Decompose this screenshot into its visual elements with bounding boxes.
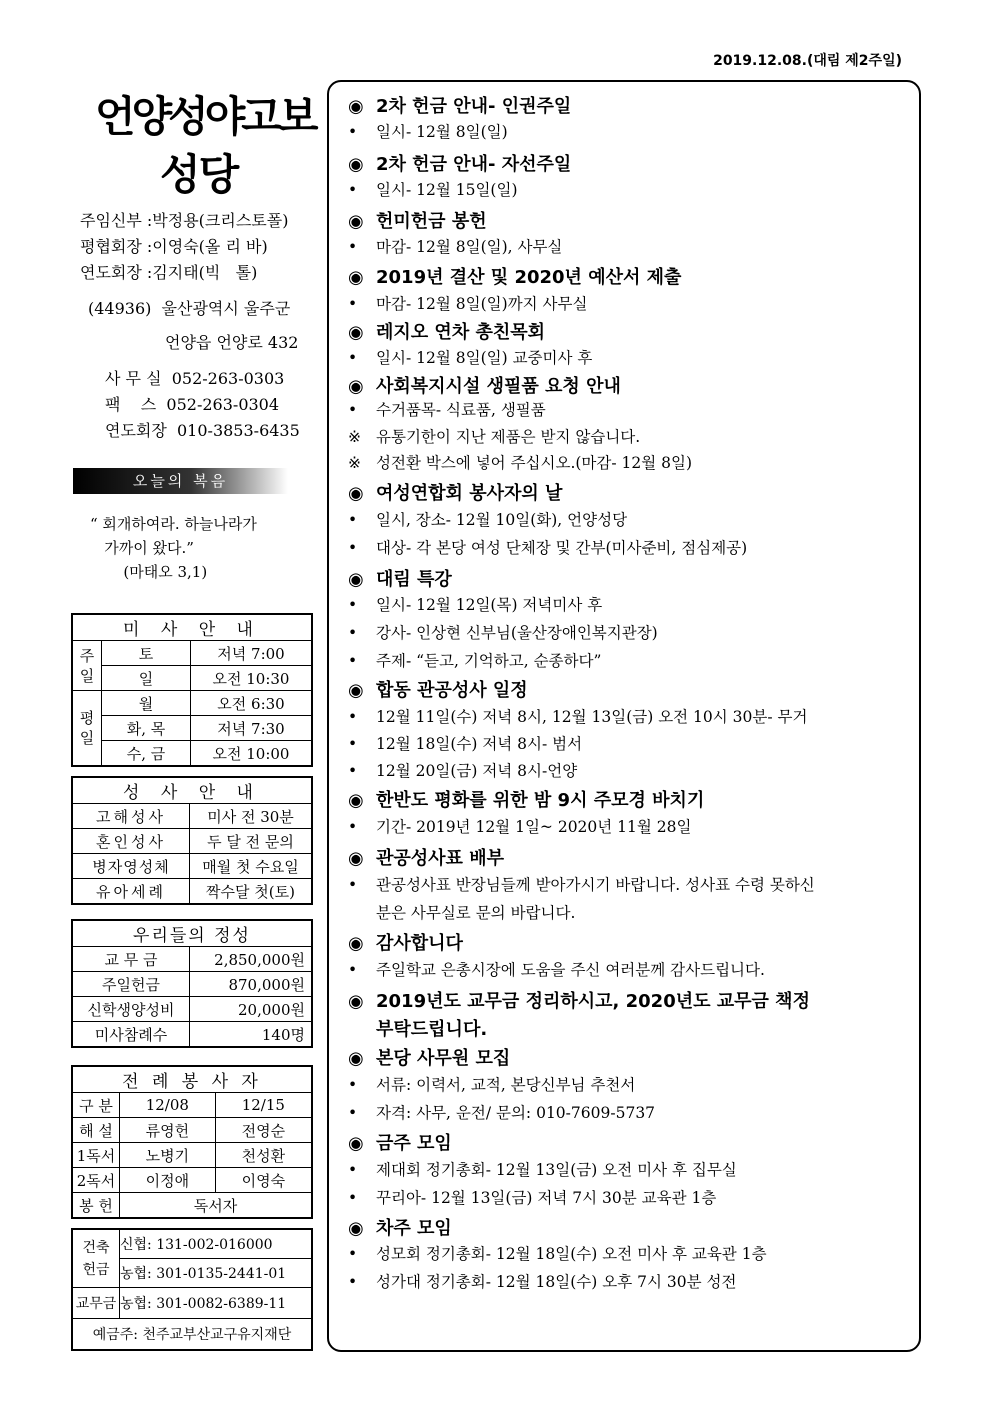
mass-title: 미 사 안 내 xyxy=(72,614,312,641)
address-line-2: 언양읍 언양로 432 xyxy=(165,333,299,352)
masthead-subtitle: 성당 xyxy=(160,150,238,199)
bullet-icon: • xyxy=(348,1273,358,1291)
mass-time: 저녁 7:00 xyxy=(191,641,313,666)
servers-role: 해 설 xyxy=(72,1118,120,1143)
sacrament-table xyxy=(71,776,313,905)
servers-name: 이영숙 xyxy=(215,1168,312,1193)
heading-mark-icon: ◉ xyxy=(348,790,364,811)
notice-bullet xyxy=(348,1242,767,1264)
mass-day: 화, 목 xyxy=(102,716,191,741)
sacrament-info: 미사 전 30분 xyxy=(190,804,313,829)
heading-mark-icon: ◉ xyxy=(348,211,364,232)
notice-bullet xyxy=(348,705,808,727)
heading-mark-icon: ◉ xyxy=(348,1048,364,1069)
notice-text: 유통기한이 지난 제품은 받지 않습니다. xyxy=(376,428,641,446)
notice-text: 주제- “듣고, 기억하고, 순종하다” xyxy=(376,652,602,670)
notice-text: 수거품목- 식료품, 생필품 xyxy=(376,401,546,419)
masthead-title: 언양성야고보 xyxy=(95,92,315,141)
offering-label: 신학생양성비 xyxy=(72,997,190,1022)
notice-heading xyxy=(348,479,562,505)
notice-text: 2차 헌금 안내- 자선주일 xyxy=(376,154,572,175)
servers-name: 독서자 xyxy=(120,1193,313,1219)
sacrament-name: 병자영성체 xyxy=(72,854,190,879)
notice-heading xyxy=(348,318,545,344)
heading-mark-icon: ◉ xyxy=(348,483,364,504)
notice-text: 여성연합회 봉사자의 날 xyxy=(376,483,563,504)
staff-prayer: 연도회장 :김지태(빅 톨) xyxy=(80,263,258,282)
notice-text: 기간- 2019년 12월 1일~ 2020년 11월 28일 xyxy=(376,818,692,836)
staff-pastor: 주임신부 :박정용(크리스토폴) xyxy=(80,211,289,230)
notice-text: 헌미헌금 봉헌 xyxy=(376,211,487,232)
notice-text: 일시- 12월 15일(일) xyxy=(376,181,518,199)
mass-group-sunday: 주 일 xyxy=(72,641,102,691)
notice-text: 강사- 인상현 신부님(울산장애인복지관장) xyxy=(376,624,658,642)
offering-label: 교 무 금 xyxy=(72,947,190,972)
bullet-icon: • xyxy=(348,539,358,557)
bullet-icon: • xyxy=(348,349,358,367)
staff-council: 평협회장 :이영숙(올 리 바) xyxy=(80,237,268,256)
heading-mark-icon: ◉ xyxy=(348,376,364,397)
mass-day: 월 xyxy=(102,691,191,716)
notice-text: 일시- 12월 8일(일) xyxy=(376,123,508,141)
address-line-1: (44936) 울산광역시 울주군 xyxy=(88,299,291,318)
notice-text: 자격: 사무, 운전/ 문의: 010-7609-5737 xyxy=(376,1104,656,1122)
notice-bullet xyxy=(348,1270,736,1292)
notice-bullet xyxy=(348,398,546,420)
servers-title: 전 례 봉 사 자 xyxy=(72,1066,312,1093)
sacrament-name: 혼인성사 xyxy=(72,829,190,854)
notice-text: 한반도 평화를 위한 밤 9시 주모경 바치기 xyxy=(376,790,705,811)
notice-heading xyxy=(348,1129,452,1155)
sacrament-name: 고해성사 xyxy=(72,804,190,829)
notice-text: 2019년도 교무금 정리하시고, 2020년도 교무금 책정 xyxy=(376,991,810,1012)
bullet-icon: • xyxy=(348,1076,358,1094)
notice-heading xyxy=(348,676,528,702)
servers-header: 12/08 xyxy=(120,1093,216,1118)
notice-bullet xyxy=(348,873,815,895)
notice-bullet xyxy=(348,346,592,368)
bullet-icon: • xyxy=(348,876,358,894)
servers-header: 구 분 xyxy=(72,1093,120,1118)
heading-mark-icon: ◉ xyxy=(348,680,364,701)
offering-value: 140명 xyxy=(190,1022,313,1048)
mass-time: 저녁 7:30 xyxy=(191,716,313,741)
contact-prayer: 연도회장 010-3853-6435 xyxy=(105,421,300,440)
notice-note xyxy=(348,451,692,473)
bullet-icon: • xyxy=(348,818,358,836)
notice-heading xyxy=(348,1044,510,1070)
offering-value: 20,000원 xyxy=(190,997,313,1022)
notice-text: 합동 관공성사 일정 xyxy=(376,680,528,701)
servers-name: 이정애 xyxy=(120,1168,216,1193)
notice-bullet xyxy=(348,508,627,530)
notice-bullet xyxy=(348,958,765,980)
mass-time: 오전 6:30 xyxy=(191,691,313,716)
building-account: 농협: 301-0135-2441-01 xyxy=(120,1259,313,1288)
heading-mark-icon: ◉ xyxy=(348,933,364,954)
notice-text: 일시- 12월 12일(목) 저녁미사 후 xyxy=(376,596,603,614)
notice-bullet xyxy=(348,815,692,837)
notice-text: 마감- 12월 8일(일), 사무실 xyxy=(376,238,563,256)
notice-text: 12월 20일(금) 저녁 8시-언양 xyxy=(376,762,578,780)
notice-text: 레지오 연차 총친목회 xyxy=(376,322,546,343)
bullet-icon: • xyxy=(348,652,358,670)
bullet-icon: • xyxy=(348,238,358,256)
notice-bullet xyxy=(348,292,587,314)
bullet-icon: • xyxy=(348,961,358,979)
gospel-text: “ 회개하여라. 하늘나라가 가까이 왔다.” (마태오 3,1) xyxy=(90,515,257,581)
notice-continuation xyxy=(348,1015,487,1041)
notice-text: 12월 11일(수) 저녁 8시, 12월 13일(금) 오전 10시 30분- 무거 xyxy=(376,708,808,726)
notice-heading xyxy=(348,844,504,870)
offering-label: 미사참례수 xyxy=(72,1022,190,1048)
notice-text: 성가대 정기총회- 12월 18일(수) 오후 7시 30분 성전 xyxy=(376,1273,737,1291)
servers-role: 1독서 xyxy=(72,1143,120,1168)
notice-heading xyxy=(348,786,704,812)
notice-heading xyxy=(348,150,571,176)
notice-text: 12월 18일(수) 저녁 8시- 범서 xyxy=(376,735,583,753)
mass-table xyxy=(71,613,313,767)
notice-text: 서류: 이력서, 교적, 본당신부님 추천서 xyxy=(376,1076,636,1094)
notice-text: 분은 사무실로 문의 바랍니다. xyxy=(376,904,576,922)
servers-header: 12/15 xyxy=(215,1093,312,1118)
note-mark-icon: ※ xyxy=(348,428,361,446)
notice-bullet xyxy=(348,120,508,142)
heading-mark-icon: ◉ xyxy=(348,322,364,343)
servers-name: 천성환 xyxy=(215,1143,312,1168)
notice-continuation xyxy=(348,901,575,923)
notice-bullet xyxy=(348,536,747,558)
servers-role: 2독서 xyxy=(72,1168,120,1193)
servers-name: 노병기 xyxy=(120,1143,216,1168)
bullet-icon: • xyxy=(348,1189,358,1207)
notice-bullet xyxy=(348,1158,737,1180)
notice-bullet xyxy=(348,732,582,754)
bullet-icon: • xyxy=(348,1245,358,1263)
contact-fax: 팩 스 052-263-0304 xyxy=(105,395,280,414)
bullet-icon: • xyxy=(348,624,358,642)
notice-bullet xyxy=(348,1101,655,1123)
bulletin-date: 2019.12.08.(대림 제2주일) xyxy=(713,53,902,69)
heading-mark-icon: ◉ xyxy=(348,569,364,590)
notice-note xyxy=(348,425,640,447)
servers-name: 전영순 xyxy=(215,1118,312,1143)
mass-time: 오전 10:30 xyxy=(191,666,313,691)
bullet-icon: • xyxy=(348,1104,358,1122)
offering-value: 870,000원 xyxy=(190,972,313,997)
building-account: 신협: 131-002-016000 xyxy=(120,1229,313,1259)
notice-bullet xyxy=(348,1073,635,1095)
notice-text: 주일학교 은총시장에 도움을 주신 여러분께 감사드립니다. xyxy=(376,961,765,979)
bullet-icon: • xyxy=(348,735,358,753)
sacrament-title: 성 사 안 내 xyxy=(72,777,312,804)
bullet-icon: • xyxy=(348,295,358,313)
bullet-icon: • xyxy=(348,181,358,199)
offering-title: 우리들의 정성 xyxy=(72,920,312,947)
notice-bullet xyxy=(348,1186,716,1208)
notice-heading xyxy=(348,263,681,289)
tithe-label: 교무금 xyxy=(72,1288,120,1319)
sacrament-info: 매월 첫 수요일 xyxy=(190,854,313,879)
offering-value: 2,850,000원 xyxy=(190,947,313,972)
notice-text: 차주 모임 xyxy=(376,1218,452,1239)
sacrament-name: 유아세례 xyxy=(72,879,190,905)
heading-mark-icon: ◉ xyxy=(348,154,364,175)
accounts-table xyxy=(71,1228,313,1351)
notice-bullet xyxy=(348,178,518,200)
bullet-icon: • xyxy=(348,123,358,141)
notice-heading xyxy=(348,987,810,1013)
notice-text: 2차 헌금 안내- 인권주일 xyxy=(376,96,572,117)
heading-mark-icon: ◉ xyxy=(348,267,364,288)
notice-bullet xyxy=(348,621,658,643)
bullet-icon: • xyxy=(348,1161,358,1179)
sacrament-info: 두 달 전 문의 xyxy=(190,829,313,854)
mass-time: 오전 10:00 xyxy=(191,741,313,767)
notice-text: 금주 모임 xyxy=(376,1133,452,1154)
notice-text: 감사합니다 xyxy=(376,933,463,954)
contact-office: 사 무 실 052-263-0303 xyxy=(105,369,285,388)
notice-bullet xyxy=(348,649,601,671)
notice-text: 성전환 박스에 넣어 주십시오.(마감- 12월 8일) xyxy=(376,454,693,472)
notice-text: 사회복지시설 생필품 요청 안내 xyxy=(376,376,621,397)
notice-text: 부탁드립니다. xyxy=(376,1019,488,1040)
notice-heading xyxy=(348,372,621,398)
mass-group-weekday: 평 일 xyxy=(72,691,102,767)
notice-text: 관공성사표 반장님들께 받아가시기 바랍니다. 성사표 수령 못하신 xyxy=(376,876,815,894)
note-mark-icon: ※ xyxy=(348,454,361,472)
notice-heading xyxy=(348,929,463,955)
notice-bullet xyxy=(348,235,562,257)
mass-day: 토 xyxy=(102,641,191,666)
notice-text: 마감- 12월 8일(일)까지 사무실 xyxy=(376,295,588,313)
notice-text: 꾸리아- 12월 13일(금) 저녁 7시 30분 교육관 1층 xyxy=(376,1189,717,1207)
servers-table xyxy=(71,1065,313,1219)
bullet-icon: • xyxy=(348,708,358,726)
notice-text: 제대회 정기총회- 12월 13일(금) 오전 미사 후 집무실 xyxy=(376,1161,737,1179)
servers-name: 류영헌 xyxy=(120,1118,216,1143)
mass-day: 수, 금 xyxy=(102,741,191,767)
notice-heading xyxy=(348,1214,452,1240)
notice-text: 본당 사무원 모집 xyxy=(376,1048,511,1069)
heading-mark-icon: ◉ xyxy=(348,1133,364,1154)
heading-mark-icon: ◉ xyxy=(348,848,364,869)
bullet-icon: • xyxy=(348,511,358,529)
notice-text: 대림 특강 xyxy=(376,569,452,590)
gospel-header: 오늘의 복음 xyxy=(73,468,288,494)
offering-table xyxy=(71,919,313,1048)
heading-mark-icon: ◉ xyxy=(348,991,364,1012)
servers-role: 봉 헌 xyxy=(72,1193,120,1219)
notice-text: 관공성사표 배부 xyxy=(376,848,504,869)
notice-text: 성모회 정기총회- 12월 18일(수) 오전 미사 후 교육관 1층 xyxy=(376,1245,767,1263)
notice-text: 일시- 12월 8일(일) 교중미사 후 xyxy=(376,349,593,367)
notice-text: 대상- 각 본당 여성 단체장 및 간부(미사준비, 점심제공) xyxy=(376,539,748,557)
bullet-icon: • xyxy=(348,762,358,780)
notice-text: 일시, 장소- 12월 10일(화), 언양성당 xyxy=(376,511,628,529)
offering-label: 주일헌금 xyxy=(72,972,190,997)
tithe-account: 농협: 301-0082-6389-11 xyxy=(120,1288,313,1319)
notice-text: 2019년 결산 및 2020년 예산서 제출 xyxy=(376,267,682,288)
heading-mark-icon: ◉ xyxy=(348,96,364,117)
bullet-icon: • xyxy=(348,596,358,614)
notice-bullet xyxy=(348,759,577,781)
mass-day: 일 xyxy=(102,666,191,691)
notice-heading xyxy=(348,565,452,591)
notice-heading xyxy=(348,207,487,233)
notice-bullet xyxy=(348,593,602,615)
notice-heading xyxy=(348,92,571,118)
account-holder: 예금주: 천주교부산교구유지재단 xyxy=(72,1319,312,1351)
building-fund-label: 건축 헌금 xyxy=(72,1229,120,1288)
heading-mark-icon: ◉ xyxy=(348,1218,364,1239)
bullet-icon: • xyxy=(348,401,358,419)
sacrament-info: 짝수달 첫(토) xyxy=(190,879,313,905)
